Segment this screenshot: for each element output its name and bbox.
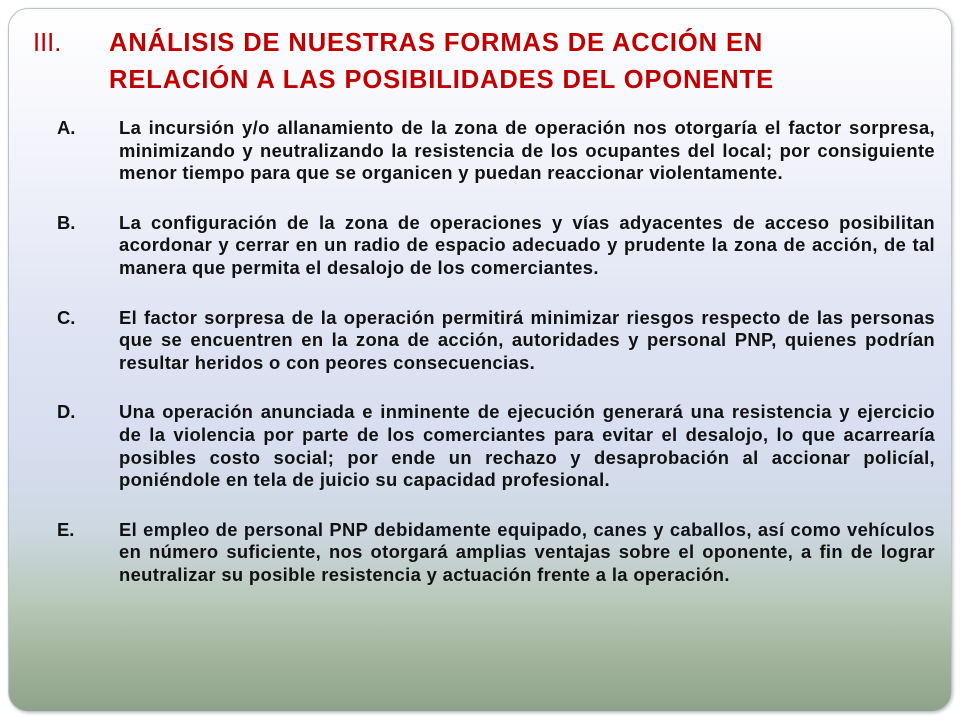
- section-numeral: III.: [33, 29, 62, 57]
- list-item-a: [57, 117, 935, 185]
- item-text: El factor sorpresa de la operación permitirá minimizar riesgos respecto de las personas que se encuentren en la zona de acción, autoridades y personal PNP, quienes podrían resultar heridos o con peores consecuencias.: [119, 306, 935, 373]
- item-letter: B.: [57, 211, 76, 233]
- title-line-1: ANÁLISIS DE NUESTRAS FORMAS DE ACCIÓN EN: [109, 29, 764, 57]
- list-item-d: [57, 401, 935, 491]
- item-text: La incursión y/o allanamiento de la zona de operación nos otorgaría el factor sorpresa, minimizando y neutralizando la resistencia de los ocupantes del local; por consiguiente menor tiempo para que se organicen y puedan reaccionar violentamente.: [119, 117, 935, 184]
- item-text: El empleo de personal PNP debidamente equipado, canes y caballos, así como vehículos en número suficiente, nos otorgará amplias ventajas sobre el oponente, a fin de lograr neutralizar su posible resistencia y actuación frente a la operación.: [119, 518, 935, 585]
- item-list: [57, 117, 935, 614]
- item-text: La configuración de la zona de operaciones y vías adyacentes de acceso posibilitan acordonar y cerrar en un radio de espacio adecuado y prudente la zona de acción, de tal manera que permita el desalojo de los comerciantes.: [119, 211, 935, 278]
- list-item-b: [57, 212, 935, 280]
- list-item-c: [57, 307, 935, 375]
- item-letter: A.: [57, 117, 76, 138]
- slide: [8, 8, 952, 712]
- item-letter: D.: [57, 401, 76, 423]
- item-text: Una operación anunciada e inminente de ejecución generará una resistencia y ejercicio de la violencia por parte de los comerciantes para evitar el desalojo, lo que acarrearía posibles costo social; por ende un rechazo y desaprobación al accionar policíal, poniéndole en tela de juicio su capacidad profesional.: [119, 401, 935, 491]
- item-letter: E.: [57, 518, 75, 540]
- item-letter: C.: [57, 306, 76, 328]
- list-item-e: [57, 519, 935, 587]
- title-line-2: RELACIÓN A LAS POSIBILIDADES DEL OPONENTE: [109, 66, 775, 94]
